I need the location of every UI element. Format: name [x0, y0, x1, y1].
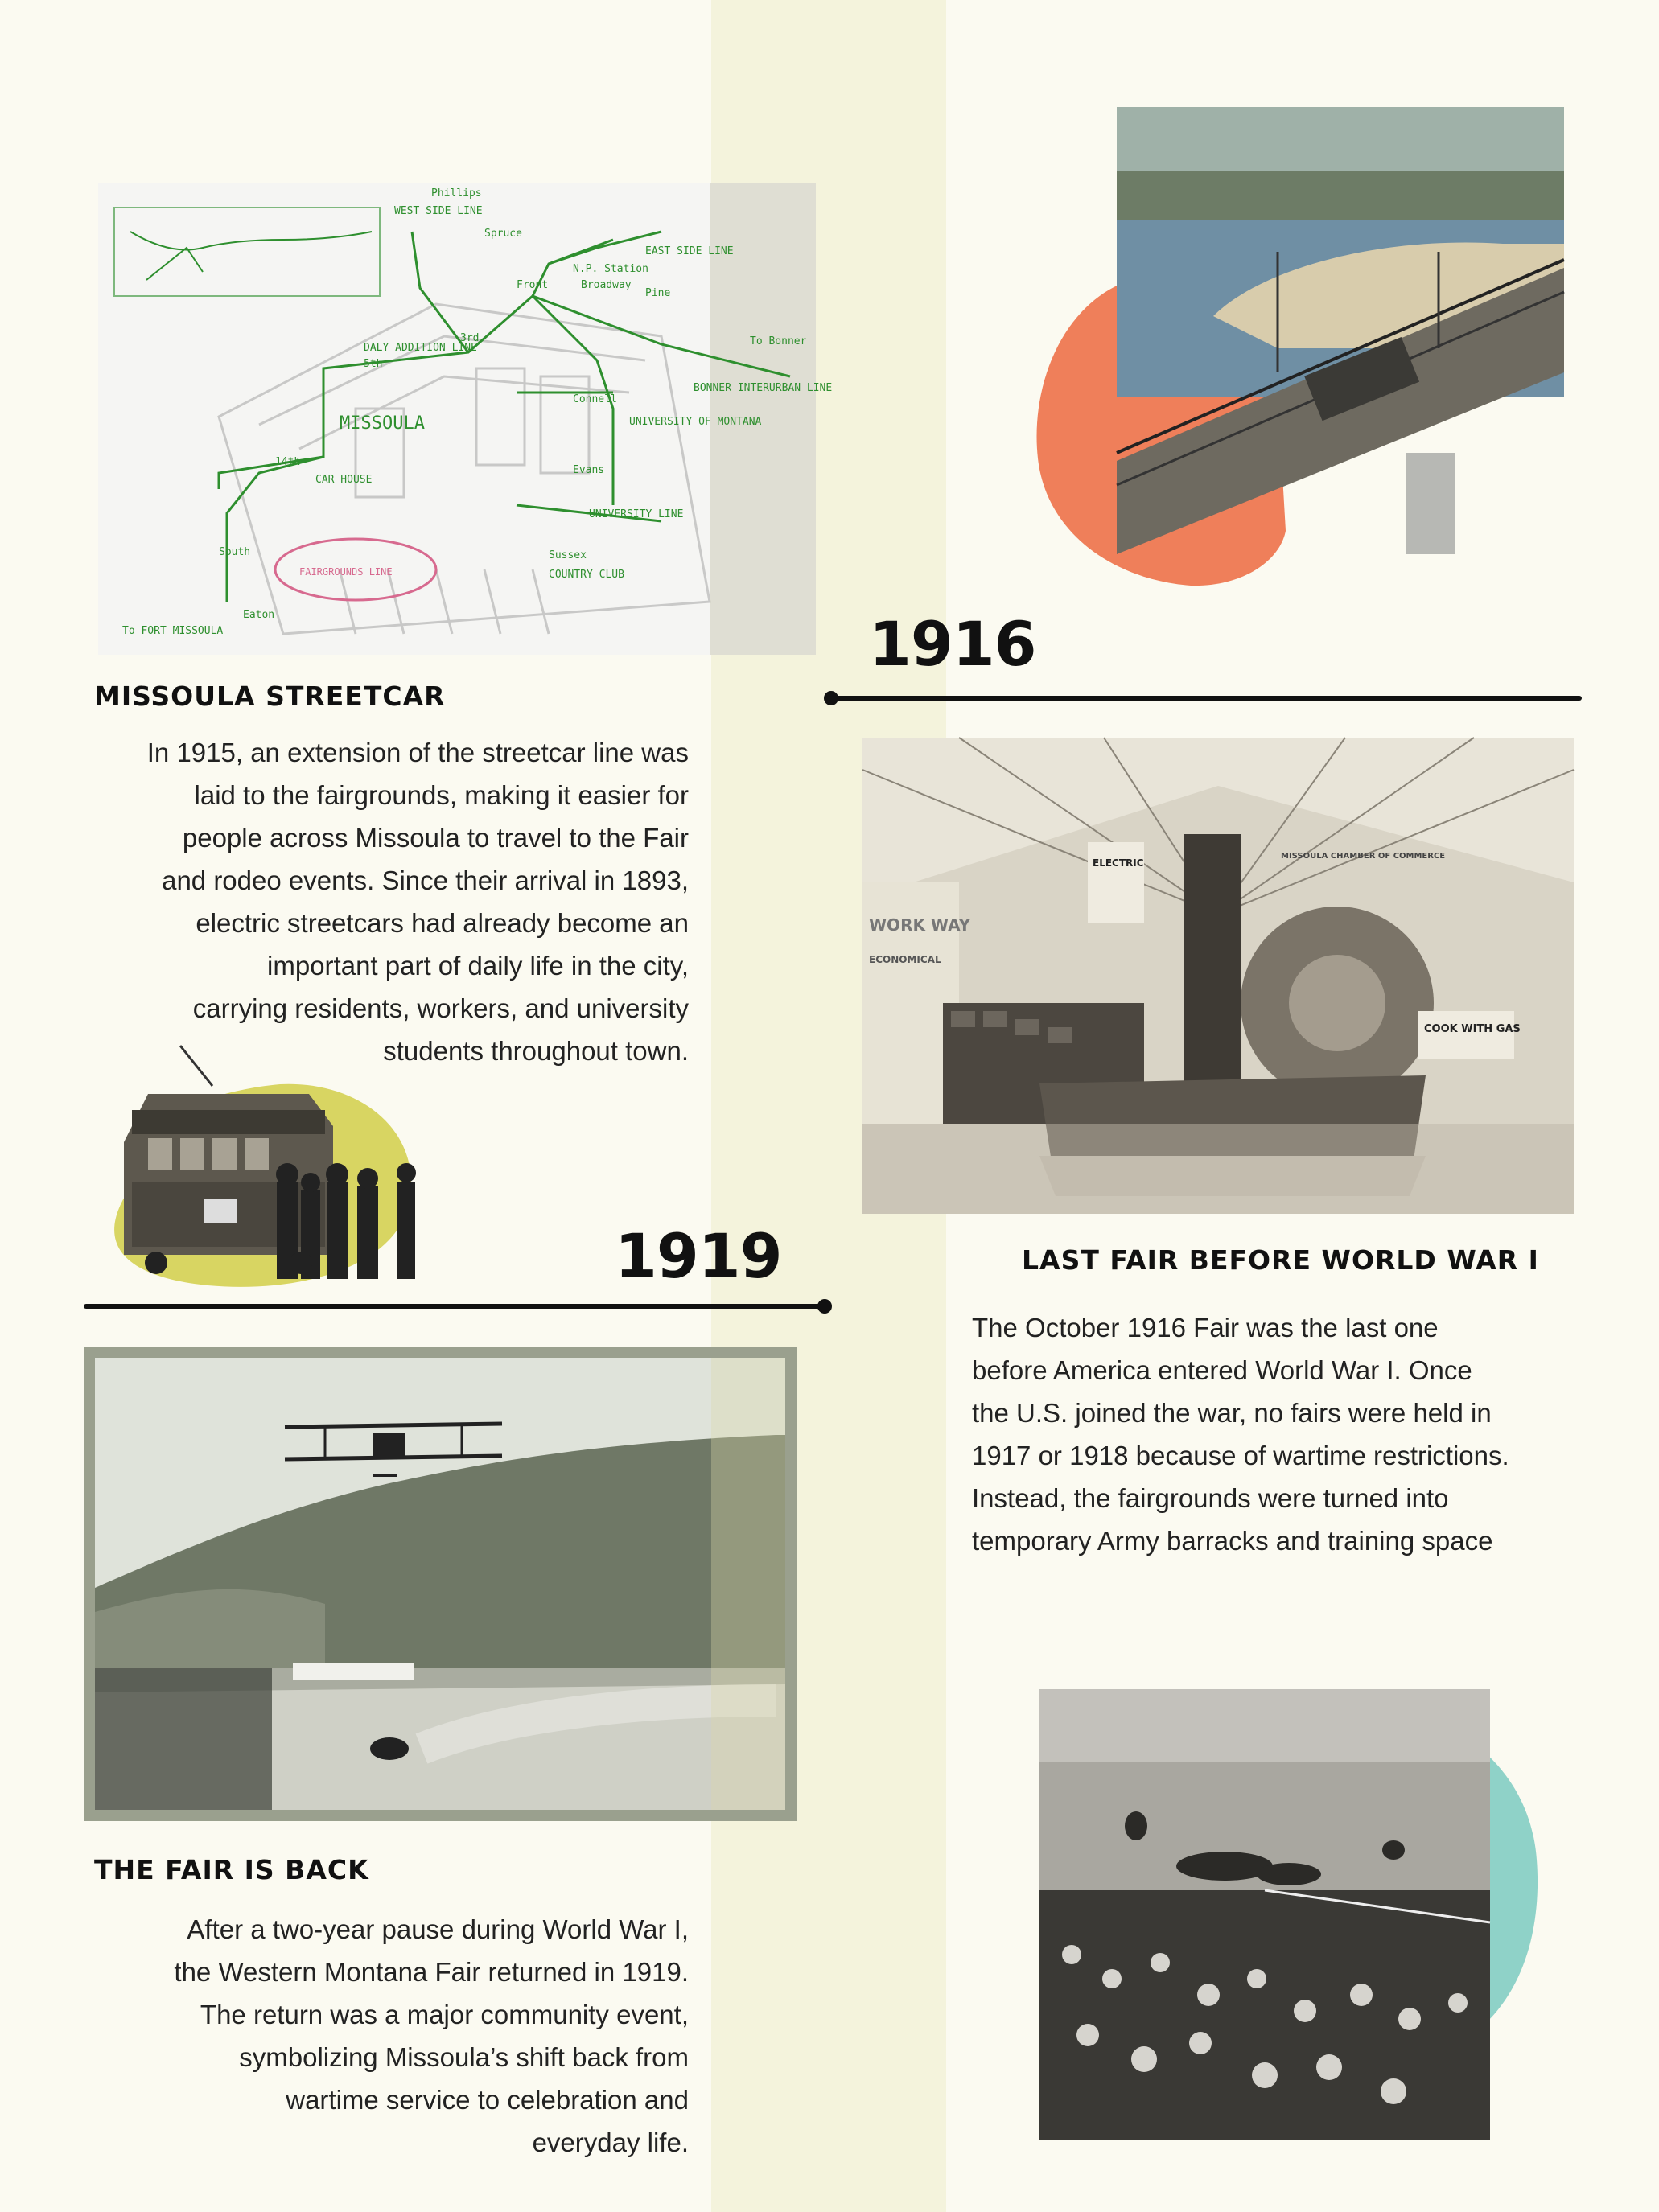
paragraph-line: Instead, the fairgrounds were turned into: [972, 1483, 1449, 1513]
timeline-line-1919: [84, 1304, 824, 1309]
paragraph-line: the U.S. joined the war, no fairs were held in: [972, 1398, 1492, 1428]
map-label-daly: DALY ADDITION LINE: [364, 342, 477, 354]
heading-last-fair: LAST FAIR BEFORE WORLD WAR I: [1022, 1244, 1539, 1276]
exhibit-tent-photo: [862, 738, 1574, 1214]
tent-sign-cook-with-gas: COOK WITH GAS: [1424, 1023, 1521, 1035]
tent-sign-economical: ECONOMICAL: [869, 954, 941, 965]
paragraph-line: The return was a major community event,: [200, 2000, 689, 2029]
map-label-pine: Pine: [645, 287, 671, 299]
paragraph-line: symbolizing Missoula’s shift back from: [239, 2042, 689, 2072]
map-label-eaton: Eaton: [243, 609, 275, 621]
year-1919: 1919: [615, 1220, 782, 1292]
map-label-bonner: BONNER INTERURBAN LINE: [694, 382, 833, 394]
paragraph-line: the Western Montana Fair returned in 1919.: [174, 1957, 689, 1987]
map-label-west-side: WEST SIDE LINE: [394, 205, 483, 217]
map-label-front: Front: [517, 279, 549, 291]
map-label-country-club: COUNTRY CLUB: [549, 569, 624, 581]
streetcar-map-drawing: [98, 183, 833, 655]
bridge-photo-circle: [1117, 107, 1564, 554]
map-label-np-station: N.P. Station: [573, 263, 648, 275]
paragraph-streetcar: [48, 731, 689, 1072]
map-label-to-bonner: To Bonner: [750, 335, 807, 347]
tent-sign-chamber: MISSOULA CHAMBER OF COMMERCE: [1281, 852, 1446, 861]
map-label-car-house: CAR HOUSE: [315, 474, 373, 486]
rodeo-crowd-photo-circle: [1039, 1689, 1490, 2140]
paragraph-line: electric streetcars had already become an: [196, 908, 689, 938]
paragraph-line: everyday life.: [532, 2128, 689, 2157]
map-label-to-fort: To FORT MISSOULA: [122, 625, 224, 637]
map-label-third: 3rd: [460, 332, 480, 344]
paragraph-line: 1917 or 1918 because of wartime restrictions.: [972, 1441, 1509, 1470]
tent-sign-electric: ELECTRIC: [1093, 857, 1144, 869]
map-label-sussex: Sussex: [549, 549, 587, 561]
paragraph-line: important part of daily life in the city,: [267, 951, 689, 981]
paragraph-line: carrying residents, workers, and university: [192, 993, 689, 1023]
paragraph-last-fair: [972, 1306, 1616, 1562]
map-label-missoula: MISSOULA: [340, 413, 425, 434]
paragraph-line: students throughout town.: [383, 1036, 689, 1066]
paragraph-line: In 1915, an extension of the streetcar line was: [146, 738, 689, 767]
paragraph-line: wartime service to celebration and: [286, 2085, 689, 2115]
map-label-fifth: 5th: [364, 358, 383, 370]
paragraph-line: The October 1916 Fair was the last one: [972, 1313, 1439, 1342]
map-label-spruce: Spruce: [484, 228, 522, 240]
biplane-race-photo: [84, 1347, 797, 1821]
paragraph-fair-is-back: [48, 1908, 689, 2164]
timeline-line-1916: [829, 696, 1582, 701]
streetcar-photo-cutout: [100, 1046, 438, 1303]
map-label-connell: Connell: [573, 393, 617, 405]
year-1916: 1916: [869, 608, 1036, 680]
paragraph-line: temporary Army barracks and training space: [972, 1526, 1493, 1556]
paragraph-line: before America entered World War I. Once: [972, 1355, 1472, 1385]
map-label-broadway: Broadway: [581, 279, 632, 291]
paragraph-line: laid to the fairgrounds, making it easier for: [194, 780, 689, 810]
paragraph-line: people across Missoula to travel to the Fair: [182, 823, 689, 853]
map-label-university-of-montana: UNIVERSITY OF MONTANA: [629, 416, 762, 428]
timeline-dot-1919: [817, 1299, 832, 1314]
map-label-phillips: Phillips: [431, 187, 482, 199]
streetcar-map-image: [98, 183, 833, 655]
paragraph-line: and rodeo events. Since their arrival in 1893,: [162, 865, 689, 895]
paragraph-line: After a two-year pause during World War I,: [187, 1914, 689, 1944]
map-label-fairgrounds: FAIRGROUNDS LINE: [299, 566, 393, 578]
map-label-fourteenth: 14th: [275, 456, 301, 468]
heading-fair-is-back: THE FAIR IS BACK: [94, 1854, 369, 1885]
heading-missoula-streetcar: MISSOULA STREETCAR: [94, 680, 446, 712]
map-label-east-side: EAST SIDE LINE: [645, 245, 734, 257]
map-label-evans: Evans: [573, 464, 605, 476]
tent-sign-work-way: WORK WAY: [869, 915, 971, 935]
map-label-university: UNIVERSITY LINE: [589, 508, 684, 520]
map-label-south: South: [219, 546, 251, 558]
